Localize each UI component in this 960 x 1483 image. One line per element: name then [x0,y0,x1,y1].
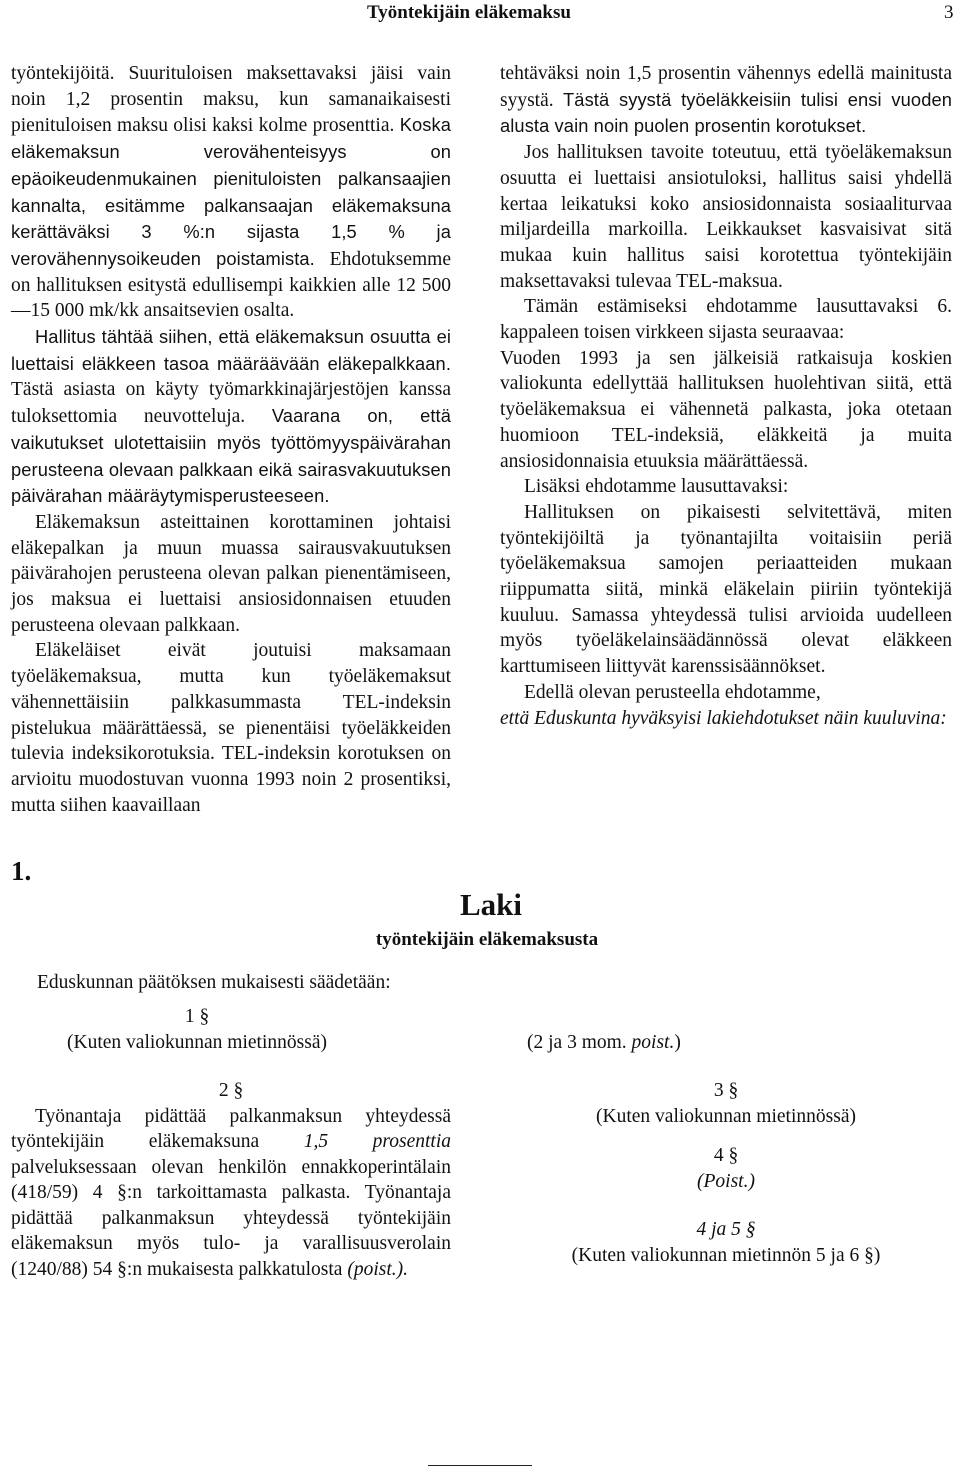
page-header [0,2,960,30]
page-number: 3 [944,2,954,23]
section-3 [500,1078,952,1129]
running-title: Työntekijäin eläkemaksu [367,2,571,23]
proposal-statement: että Eduskunta hyväksyisi lakiehdotukset näin kuuluvina: [500,707,947,729]
section-2-italic-2: (poist.). [347,1258,408,1280]
left-p1a: työntekijöitä. Suurituloisen maksettavaksi jäisi vain noin 1,2 prosentin maksu, kun samanaikaisesti pienituloisen maksu olisi kaksi kolme prosenttia. [11,63,451,137]
section-3-number: 3 § [713,1080,739,1101]
right-paragraph-2: Jos hallituksen tavoite toteutuu, että työeläkemaksun osuutta ei luettaisi ansiotuloksi, hallitus saisi yhdellä kertaa leikatuksi koko ansiosidonnaista sosiaaliturvaa miljardeilla markoilla. Leikkaukset kasvaisivat sitä mukaa kuin hallitus saisi korotettua työntekijäin maksettavaksi tulevaa TEL-maksua. [500,142,952,292]
section-1-note-close: ) [674,1032,681,1053]
section-2-part-1: Työnantaja pidättää palkanmaksun yhteydessä työntekijäin eläkemaksuna [11,1105,451,1152]
left-p2a: Hallitus tähtää siihen, että eläkemaksun osuutta ei luettaisi eläkkeen tasoa määräävään eläkepalkkaan. [11,326,451,374]
law-title: Laki [459,887,523,922]
section-3-text: (Kuten valiokunnan mietinnössä) [596,1105,856,1127]
left-p1c: Ehdotuksemme on hallituksen esitystä edullisempi kaikkien alle 12 500—15 000 mk/kk ansaitsevien osalta. [11,248,451,322]
left-p2c: Vaarana on, että vaikutukset ulotettaisiin myös työttömyyspäivärahan perusteena olevaan palkkaan eikä sairasvakuutuksen päivärahan määräytymisperusteeseen. [11,405,451,507]
section-1-note-plain: (2 ja 3 mom. [527,1032,627,1053]
section-4-5 [500,1217,952,1268]
section-4-5-number: 4 ja 5 § [696,1219,756,1240]
footer-divider [428,1465,532,1466]
section-2-number: 2 § [218,1080,244,1101]
section-1-note [527,1030,767,1056]
right-column [500,61,952,731]
section-4 [500,1143,952,1194]
right-p1b: Tästä syystä työeläkkeisiin tulisi ensi vuoden alusta vain noin puolen prosentin korotukset. [500,88,952,137]
enactment-clause: Eduskunnan päätöksen mukaisesti säädetään: [37,972,391,993]
left-p1b: Koska eläkemaksun verovähenteisyys on epäoikeudenmukainen pienituloisten palkansaajien kannalta, esitämme palkansaajan eläkemaksuna kerättäväksi 3 %:n sijasta 1,5 % ja verovähennysoikeuden poistamista. [11,114,451,269]
right-paragraph-4: Lisäksi ehdotamme lausuttavaksi: [524,476,789,498]
section-4-number: 4 § [713,1145,739,1166]
right-paragraph-3: Tämän estämiseksi ehdotamme lausuttavaksi 6. kappaleen toisen virkkeen sijasta seuraavaa: [500,296,952,344]
left-paragraph-2 [11,324,451,510]
section-2 [11,1078,451,1282]
left-paragraph-4: Eläkeläiset eivät joutuisi maksamaan työeläkemaksua, mutta kun työeläkemaksut vähennettäisiin palkkasummasta TEL-indeksin pistelukua määrättäessä, se pienentäisi työeläkkeiden tulevia indeksikorotuksia. TEL-indeksin korotuksen on arvioitu muodostuvan vuonna 1993 noin 2 prosentiksi, mutta siihen kaavaillaan [11,640,451,816]
section-2-text [11,1104,451,1283]
right-paragraph-1 [500,61,952,140]
left-paragraph-1 [11,61,451,324]
left-p2b: Tästä asiasta on käyty työmarkkinajärjestöjen kanssa tuloksettomia neuvotteluja. [11,379,451,428]
section-1-text: (Kuten valiokunnan mietinnössä) [67,1031,327,1053]
section-2-italic: 1,5 prosenttia [303,1131,451,1152]
right-paragraph-5: Hallituksen on pikaisesti selvitettävä, miten työntekijöiltä ja työnantajilta voitaisiin periä työeläkemaksua samojen periaatteiden mukaan riippumatta siitä, minkä eläkelain piiriin työntekijä kuuluu. Samassa yhteydessä tulisi arvioida uudelleen myös työeläkelainsäädännössä olevat eläkkeen karttumiseen liittyvät karenssisäännökset. [500,501,952,678]
section-2-part-2: palveluksessaan olevan henkilön ennakkoperintälain (418/59) 4 §:n tarkoittamasta palkasta. Työnantaja pidättää palkanmaksun yhteydessä työntekijäin eläkemaksun myös tulo- ja varallisuusverolain (1240/88) 54 §:n mukaisesta palkkatulosta [11,1156,451,1280]
left-column [11,61,451,818]
right-p1a: tehtäväksi noin 1,5 prosentin vähennys edellä mainitusta syystä. [500,63,952,111]
law-subtitle: työntekijäin eläkemaksusta [375,929,599,950]
section-4-5-text: (Kuten valiokunnan mietinnön 5 ja 6 §) [571,1244,881,1266]
section-1-number: 1 § [184,1006,210,1027]
section-1 [37,1004,357,1055]
section-1-note-italic: poist. [631,1032,675,1053]
section-4-text: (Poist.) [697,1170,755,1192]
left-paragraph-3: Eläkemaksun asteittainen korottaminen johtaisi eläkepalkan ja muun muassa sairausvakuutuksen päivärahojen perusteena olevan palkan pienentämiseen, jos maksua ei luettaisi ansiosidonnaisen etuuden perusteena olevaan palkkaan. [11,511,451,636]
quoted-statement: Vuoden 1993 ja sen jälkeisiä ratkaisuja koskien valiokunta edellyttää hallituksen huolehtivan siitä, että työeläkemaksua ei vähennetä palkasta, joka otetaan huomioon TEL-indeksiä, eläkkeitä ja muita ansiosidonnaisia etuuksia määrättäessä. [500,347,952,472]
law-number: 1. [11,856,32,886]
right-paragraph-6: Edellä olevan perusteella ehdotamme, [524,681,821,703]
